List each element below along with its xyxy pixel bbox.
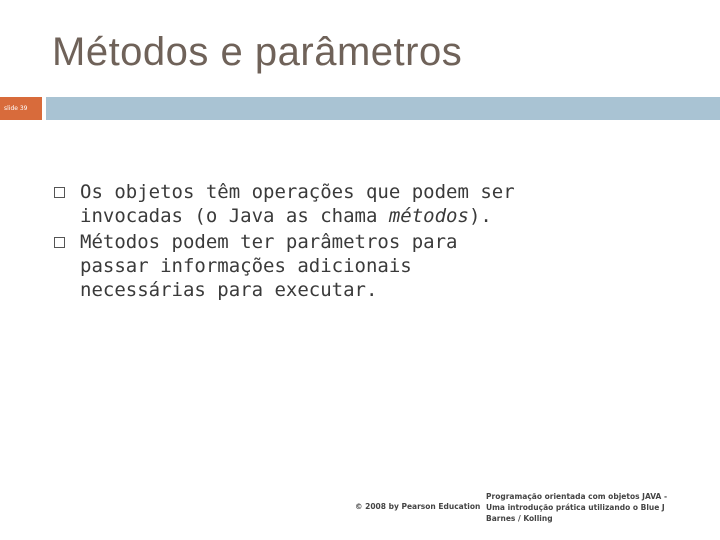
bullet-item <box>54 180 534 228</box>
bullet-text <box>80 180 534 228</box>
bullet-text-start: Os objetos têm operações que podem ser invocadas (o Java as chama <box>80 181 515 227</box>
checkbox-bullet-icon <box>54 237 65 248</box>
checkbox-bullet-icon <box>54 187 65 198</box>
slide-title: Métodos e parâmetros <box>52 30 463 74</box>
footer-book-reference <box>486 491 666 524</box>
bullet-text-start: Métodos podem ter parâmetros para passar informações adicionais necessárias para executar. <box>80 231 458 301</box>
footer-book-line: Uma introdução prática utilizando o Blue J <box>486 503 665 512</box>
bullet-list <box>54 180 534 304</box>
footer-book-line: Barnes / Kolling <box>486 514 553 523</box>
slide-number-label: slide 39 <box>4 105 28 112</box>
bullet-text <box>80 230 534 302</box>
title-rule-bar <box>46 97 720 120</box>
footer-book-line: Programação orientada com objetos JAVA - <box>486 492 668 501</box>
bullet-emphasis: métodos <box>388 205 469 227</box>
footer-copyright: © 2008 by Pearson Education <box>355 502 481 511</box>
bullet-item <box>54 230 534 302</box>
slide-number-tab <box>0 97 42 120</box>
bullet-text-end: ). <box>468 205 492 227</box>
